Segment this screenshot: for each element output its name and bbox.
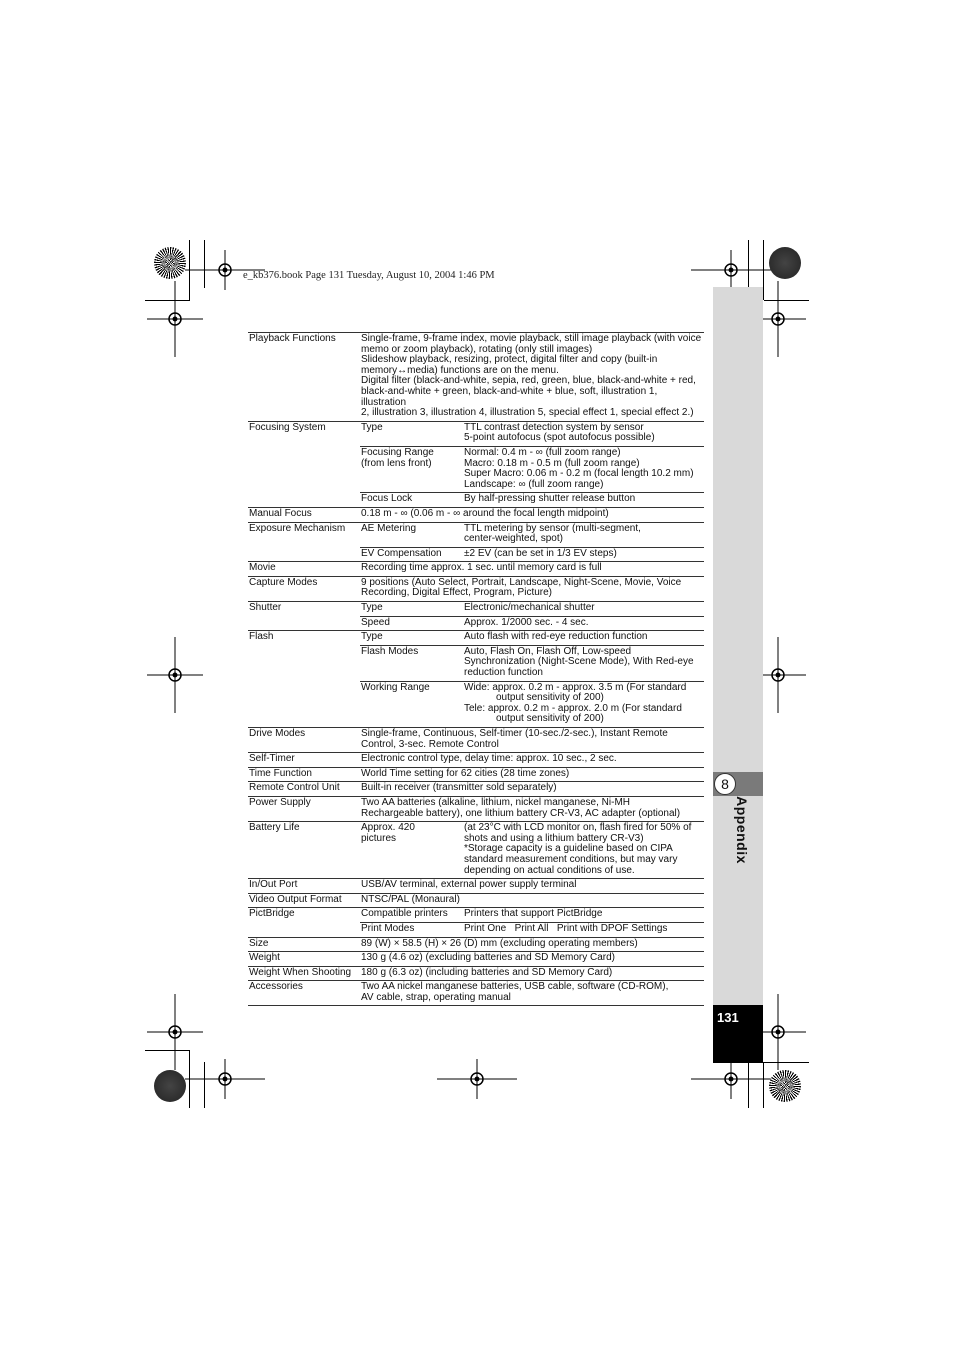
table-row xyxy=(248,507,704,522)
spec-value xyxy=(360,796,704,821)
spec-value-line: 2, illustration 3, illustration 4, illustration 5, special effect 1, special effect 2.) xyxy=(361,407,694,419)
spec-label: Time Function xyxy=(248,767,360,782)
spec-label: Video Output Format xyxy=(248,893,360,908)
spec-label: Flash xyxy=(248,631,360,728)
spec-value-line: memo or zoom playback), rotating (only still images) xyxy=(361,343,593,355)
spec-value-line: TTL metering by sensor (multi-segment, xyxy=(464,522,641,534)
spec-value-line: Wide: approx. 0.2 m - approx. 3.5 m (For standard xyxy=(464,681,687,693)
spec-sublabel: Working Range xyxy=(360,681,463,727)
spec-value-line: Single-frame, Continuous, Self-timer (10-sec./2-sec.), Instant Remote xyxy=(361,728,668,739)
table-row xyxy=(248,421,704,446)
spec-sublabel-line: Approx. 420 xyxy=(361,822,415,834)
chapter-side-tab xyxy=(713,287,763,1007)
table-row xyxy=(248,908,704,923)
spec-value-line: center-weighted, spot) xyxy=(464,533,563,545)
registration-mark-icon xyxy=(437,1039,517,1119)
spec-label: In/Out Port xyxy=(248,879,360,894)
spec-value: Built-in receiver (transmitter sold separately) xyxy=(360,782,704,797)
table-row xyxy=(248,728,704,753)
spec-value-line: AV cable, strap, operating manual xyxy=(361,991,511,1003)
spec-value-line: Tele: approx. 0.2 m - approx. 2.0 m (For standard xyxy=(464,702,682,714)
chapter-title: Appendix xyxy=(734,796,750,864)
starburst-icon xyxy=(769,247,801,279)
spec-sublabel: Compatible printers xyxy=(360,908,463,923)
spec-value: 89 (W) × 58.5 (H) × 26 (D) mm (excluding operating members) xyxy=(360,937,704,952)
spec-value xyxy=(360,333,704,422)
spec-value: NTSC/PAL (Monaural) xyxy=(360,893,704,908)
spec-value-line: Slideshow playback, resizing, protect, digital filter and copy (built-in xyxy=(361,354,658,366)
spec-value xyxy=(463,822,704,879)
spec-value-line: standard measurement conditions, but may vary xyxy=(464,853,678,865)
spec-value-line: reduction function xyxy=(464,667,543,679)
table-row xyxy=(248,631,704,646)
spec-value-line: Super Macro: 0.06 m - 0.2 m (focal length 10.2 mm) xyxy=(464,468,694,480)
table-row xyxy=(248,522,704,547)
spec-value xyxy=(463,681,704,727)
spec-label: Manual Focus xyxy=(248,507,360,522)
spec-value xyxy=(360,576,704,601)
spec-value-line: shots and using a lithium battery CR-V3) xyxy=(464,832,644,844)
spec-sublabel: AE Metering xyxy=(360,522,463,547)
spec-value-line: Auto, Flash On, Flash Off, Low-speed xyxy=(464,645,632,657)
spec-value-line: Normal: 0.4 m - ∞ (full zoom range) xyxy=(464,446,621,458)
spec-sublabel: Speed xyxy=(360,616,463,631)
specifications-table xyxy=(248,332,704,1006)
spec-label: Capture Modes xyxy=(248,576,360,601)
spec-value: Auto flash with red-eye reduction function xyxy=(463,631,704,646)
spec-value-line: Two AA batteries (alkaline, lithium, nickel manganese, Ni-MH xyxy=(361,796,631,808)
spec-label: PictBridge xyxy=(248,908,360,937)
table-row xyxy=(248,822,704,879)
spec-value xyxy=(360,728,704,753)
spec-sublabel-line: pictures xyxy=(361,832,397,844)
spec-label: Power Supply xyxy=(248,796,360,821)
spec-value-line: black-and-white + green, black-and-white + blue, soft, illustration 1, illustration xyxy=(361,385,658,408)
table-row xyxy=(248,966,704,981)
table-row xyxy=(248,952,704,967)
table-row xyxy=(248,753,704,768)
starburst-icon xyxy=(154,247,186,279)
table-row xyxy=(248,981,704,1006)
page-number: 131 xyxy=(717,1010,739,1025)
spec-value: Electronic/mechanical shutter xyxy=(463,602,704,617)
crop-line xyxy=(189,240,190,300)
spec-value-line: Recording, Digital Effect, Program, Picture) xyxy=(361,587,553,599)
spec-sublabel: Type xyxy=(360,421,463,446)
spec-label: Movie xyxy=(248,562,360,577)
table-row xyxy=(248,767,704,782)
table-row xyxy=(248,602,704,617)
crop-line xyxy=(189,1050,190,1108)
spec-value-line: Single-frame, 9-frame index, movie playback, still image playback (with voice xyxy=(361,333,702,344)
spec-value-line: (at 23°C with LCD monitor on, flash fired for 50% of xyxy=(464,822,692,834)
spec-label: Playback Functions xyxy=(248,333,360,422)
spec-value xyxy=(463,645,704,681)
spec-label: Self-Timer xyxy=(248,753,360,768)
spec-value: By half-pressing shutter release button xyxy=(463,493,704,508)
spec-sublabel: Type xyxy=(360,631,463,646)
spec-value: 180 g (6.3 oz) (including batteries and SD Memory Card) xyxy=(360,966,704,981)
registration-mark-icon xyxy=(135,635,215,715)
chapter-number: 8 xyxy=(714,773,736,795)
spec-value: 0.18 m - ∞ (0.06 m - ∞ around the focal length midpoint) xyxy=(360,507,704,522)
table-row xyxy=(248,562,704,577)
table-row xyxy=(248,893,704,908)
crop-line xyxy=(748,240,749,288)
spec-label: Exposure Mechanism xyxy=(248,522,360,562)
spec-value-line: output sensitivity of 200) xyxy=(496,713,604,725)
spec-sublabel-line: (from lens front) xyxy=(361,457,432,469)
spec-value-line: TTL contrast detection system by sensor xyxy=(464,421,644,433)
spec-value-line: 9 positions (Auto Select, Portrait, Landscape, Night-Scene, Movie, Voice xyxy=(361,576,682,588)
spec-label: Drive Modes xyxy=(248,728,360,753)
spec-value xyxy=(463,421,704,446)
spec-value: Approx. 1/2000 sec. - 4 sec. xyxy=(463,616,704,631)
spec-value-line: Landscape: ∞ (full zoom range) xyxy=(464,478,604,490)
spec-label: Remote Control Unit xyxy=(248,782,360,797)
spec-value-line: Two AA nickel manganese batteries, USB cable, software (CD-ROM), xyxy=(361,981,669,993)
spec-value xyxy=(463,446,704,492)
spec-value xyxy=(463,522,704,547)
crop-line xyxy=(204,240,205,288)
spec-value: Recording time approx. 1 sec. until memory card is full xyxy=(360,562,704,577)
table-row xyxy=(248,782,704,797)
starburst-icon xyxy=(769,1070,801,1102)
spec-label: Battery Life xyxy=(248,822,360,879)
spec-sublabel: Print Modes xyxy=(360,922,463,937)
crop-line xyxy=(145,300,190,301)
crop-line xyxy=(204,1062,205,1108)
spec-value: Electronic control type, delay time: approx. 10 sec., 2 sec. xyxy=(360,753,704,768)
crop-line xyxy=(763,1062,764,1108)
spec-value-line: Rechargeable battery), one lithium battery CR-V3, AC adapter (optional) xyxy=(361,807,681,819)
crop-line xyxy=(764,1062,809,1063)
spec-value-line: depending on actual conditions of use. xyxy=(464,864,635,876)
page-header: e_kb376.book Page 131 Tuesday, August 10, 2004 1:46 PM xyxy=(243,270,495,281)
spec-sublabel-line: Focusing Range xyxy=(361,446,434,458)
spec-label: Size xyxy=(248,937,360,952)
crop-line xyxy=(763,240,764,300)
registration-mark-icon xyxy=(185,1039,265,1119)
spec-value: Print One Print All Print with DPOF Settings xyxy=(463,922,704,937)
registration-mark-icon xyxy=(185,230,265,310)
spec-sublabel xyxy=(360,446,463,492)
crop-line xyxy=(748,1062,749,1108)
spec-value-line: memory↔media) functions are on the menu. xyxy=(361,364,559,376)
spec-value-line: Digital filter (black-and-white, sepia, red, green, blue, black-and-white + red, xyxy=(361,375,696,387)
table-row xyxy=(248,333,704,422)
spec-value xyxy=(360,981,704,1006)
table-row xyxy=(248,576,704,601)
spec-value-line: output sensitivity of 200) xyxy=(496,692,604,704)
spec-value: World Time setting for 62 cities (28 time zones) xyxy=(360,767,704,782)
spec-label: Accessories xyxy=(248,981,360,1006)
spec-value-line: Control, 3-sec. Remote Control xyxy=(361,738,499,750)
spec-label: Weight xyxy=(248,952,360,967)
spec-label: Shutter xyxy=(248,602,360,631)
spec-sublabel xyxy=(360,822,463,879)
spec-sublabel: Flash Modes xyxy=(360,645,463,681)
spec-value-line: Macro: 0.18 m - 0.5 m (full zoom range) xyxy=(464,457,640,469)
spec-sublabel: EV Compensation xyxy=(360,547,463,562)
spec-value-line: *Storage capacity is a guideline based on CIPA xyxy=(464,843,673,855)
spec-value: Printers that support PictBridge xyxy=(463,908,704,923)
crop-line xyxy=(145,1050,190,1051)
table-row xyxy=(248,937,704,952)
spec-value: ±2 EV (can be set in 1/3 EV steps) xyxy=(463,547,704,562)
crop-line xyxy=(764,300,809,301)
spec-label: Weight When Shooting xyxy=(248,966,360,981)
spec-value: USB/AV terminal, external power supply terminal xyxy=(360,879,704,894)
starburst-icon xyxy=(154,1070,186,1102)
spec-value-line: 5-point autofocus (spot autofocus possible) xyxy=(464,432,655,444)
table-row xyxy=(248,796,704,821)
table-row xyxy=(248,879,704,894)
spec-value-line: Synchronization (Night-Scene Mode), With Red-eye xyxy=(464,656,694,668)
spec-label: Focusing System xyxy=(248,421,360,507)
spec-sublabel: Type xyxy=(360,602,463,617)
spec-sublabel: Focus Lock xyxy=(360,493,463,508)
spec-value: 130 g (4.6 oz) (excluding batteries and SD Memory Card) xyxy=(360,952,704,967)
